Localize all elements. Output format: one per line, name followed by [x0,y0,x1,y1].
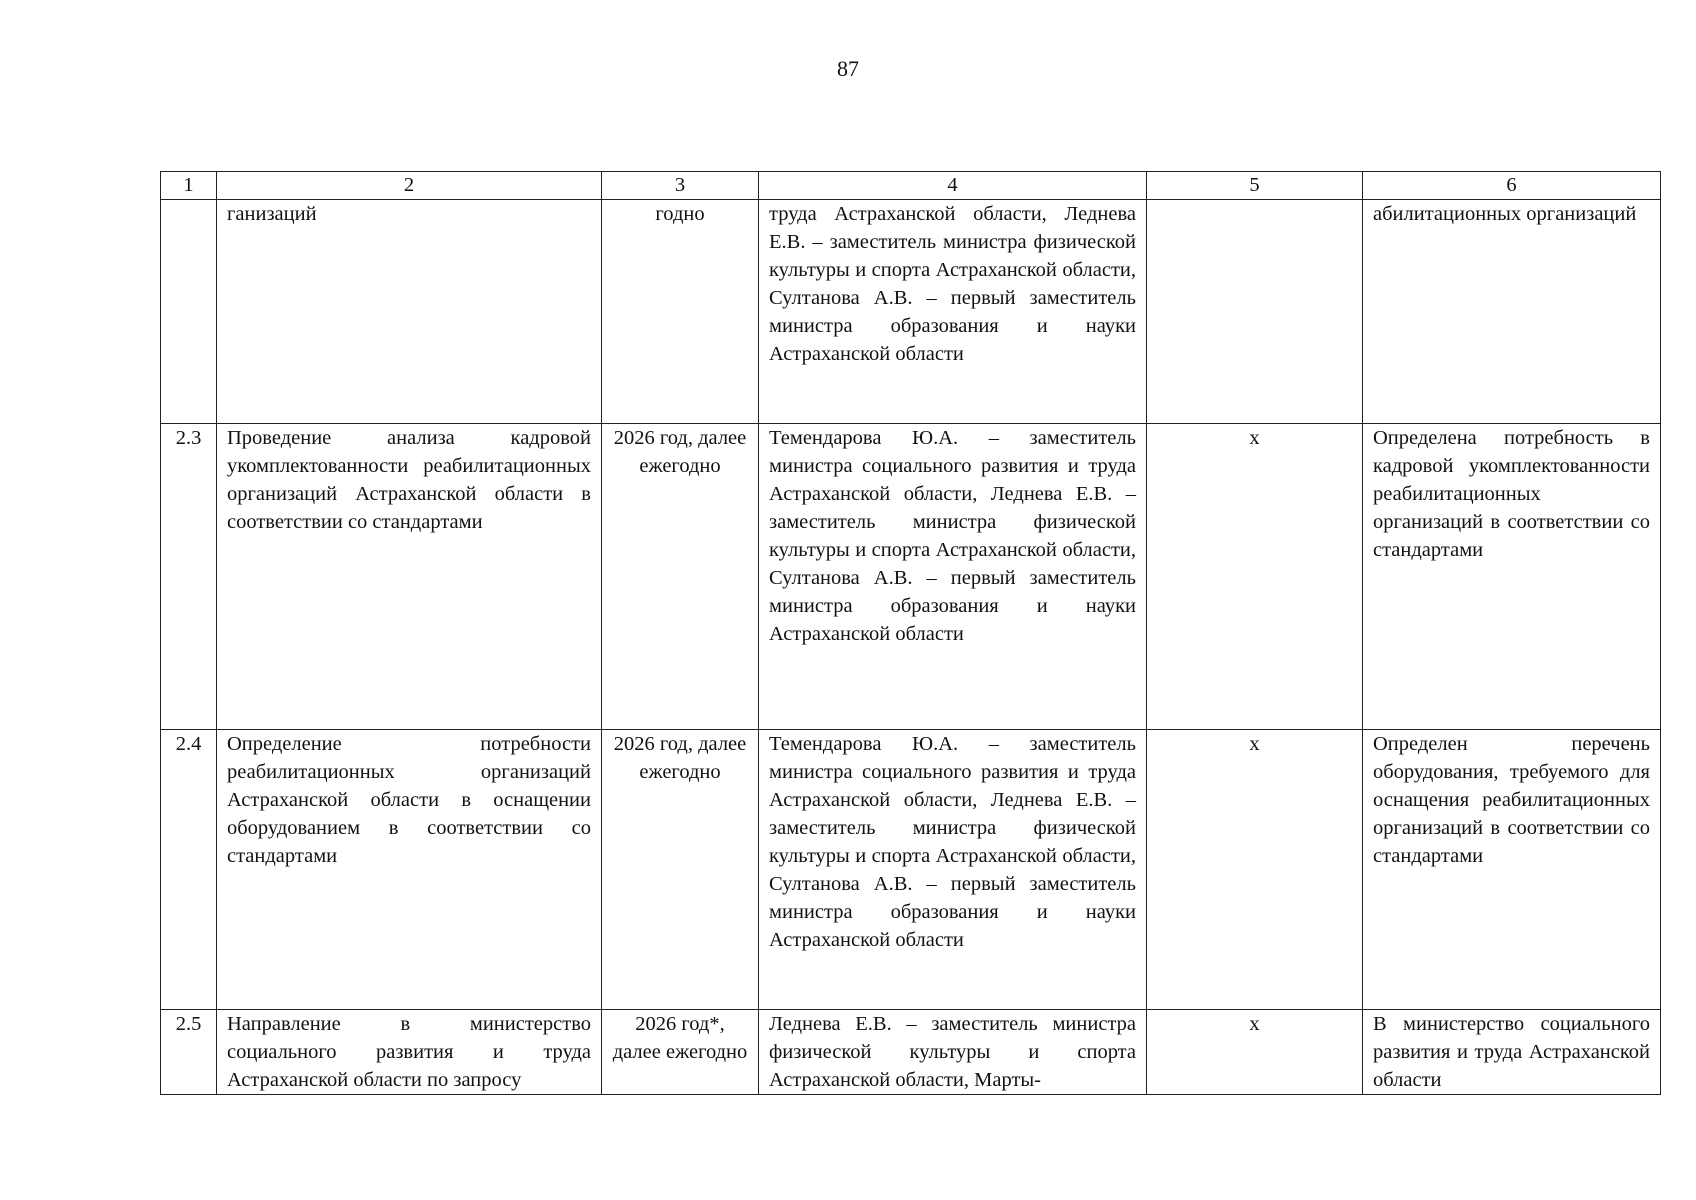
responsible-cell: Темендарова Ю.А. – заместитель министра социального развития и труда Астраханской области, Леднева Е.В. – заместитель министра физической культуры и спорта Астраханской области, Султанова А.В. – первый заместитель министра образования и науки Астраханской области [759,424,1147,730]
header-cell-2: 2 [217,172,602,200]
action-cell: Проведение анализа кадровой укомплектованности реабилитационных организаций Астраханской области в соответствии со стандартами [217,424,602,730]
column5-cell [1147,200,1363,424]
row-number: 2.4 [161,730,217,1010]
page-number: 87 [837,56,859,81]
deadline-cell: годно [602,200,759,424]
row-number: 2.5 [161,1010,217,1095]
table-row [161,424,1661,730]
header-cell-6: 6 [1363,172,1661,200]
header-row [161,172,1661,200]
result-cell: Определен перечень оборудования, требуемого для оснащения реабилитационных организаций в соответствии со стандартами [1363,730,1661,1010]
result-cell: абилитационных организаций [1363,200,1661,424]
responsible-cell: труда Астраханской области, Леднева Е.В. – заместитель министра физической культуры и спорта Астраханской области, Султанова А.В. – первый заместитель министра образования и науки Астраханской области [759,200,1147,424]
column5-cell: х [1147,424,1363,730]
deadline-cell: 2026 год, далее ежегодно [602,730,759,1010]
plan-table [160,171,1661,1095]
table-row [161,730,1661,1010]
result-cell: В министерство социального развития и труда Астраханской области [1363,1010,1661,1095]
deadline-cell: 2026 год, далее ежегодно [602,424,759,730]
action-cell: ганизаций [217,200,602,424]
responsible-cell: Леднева Е.В. – заместитель министра физической культуры и спорта Астраханской области, Марты- [759,1010,1147,1095]
header-cell-3: 3 [602,172,759,200]
action-cell: Направление в министерство социального развития и труда Астраханской области по запросу [217,1010,602,1095]
header-cell-4: 4 [759,172,1147,200]
column5-cell: х [1147,730,1363,1010]
header-cell-5: 5 [1147,172,1363,200]
header-cell-1: 1 [161,172,217,200]
row-number: 2.3 [161,424,217,730]
table-row [161,200,1661,424]
action-cell: Определение потребности реабилитационных организаций Астраханской области в оснащении оборудованием в соответствии со стандартами [217,730,602,1010]
column5-cell: х [1147,1010,1363,1095]
table-row [161,1010,1661,1095]
responsible-cell: Темендарова Ю.А. – заместитель министра социального развития и труда Астраханской области, Леднева Е.В. – заместитель министра физической культуры и спорта Астраханской области, Султанова А.В. – первый заместитель министра образования и науки Астраханской области [759,730,1147,1010]
deadline-cell: 2026 год*, далее ежегодно [602,1010,759,1095]
result-cell: Определена потребность в кадровой укомплектованности реабилитационных организаций в соответствии со стандартами [1363,424,1661,730]
row-number [161,200,217,424]
